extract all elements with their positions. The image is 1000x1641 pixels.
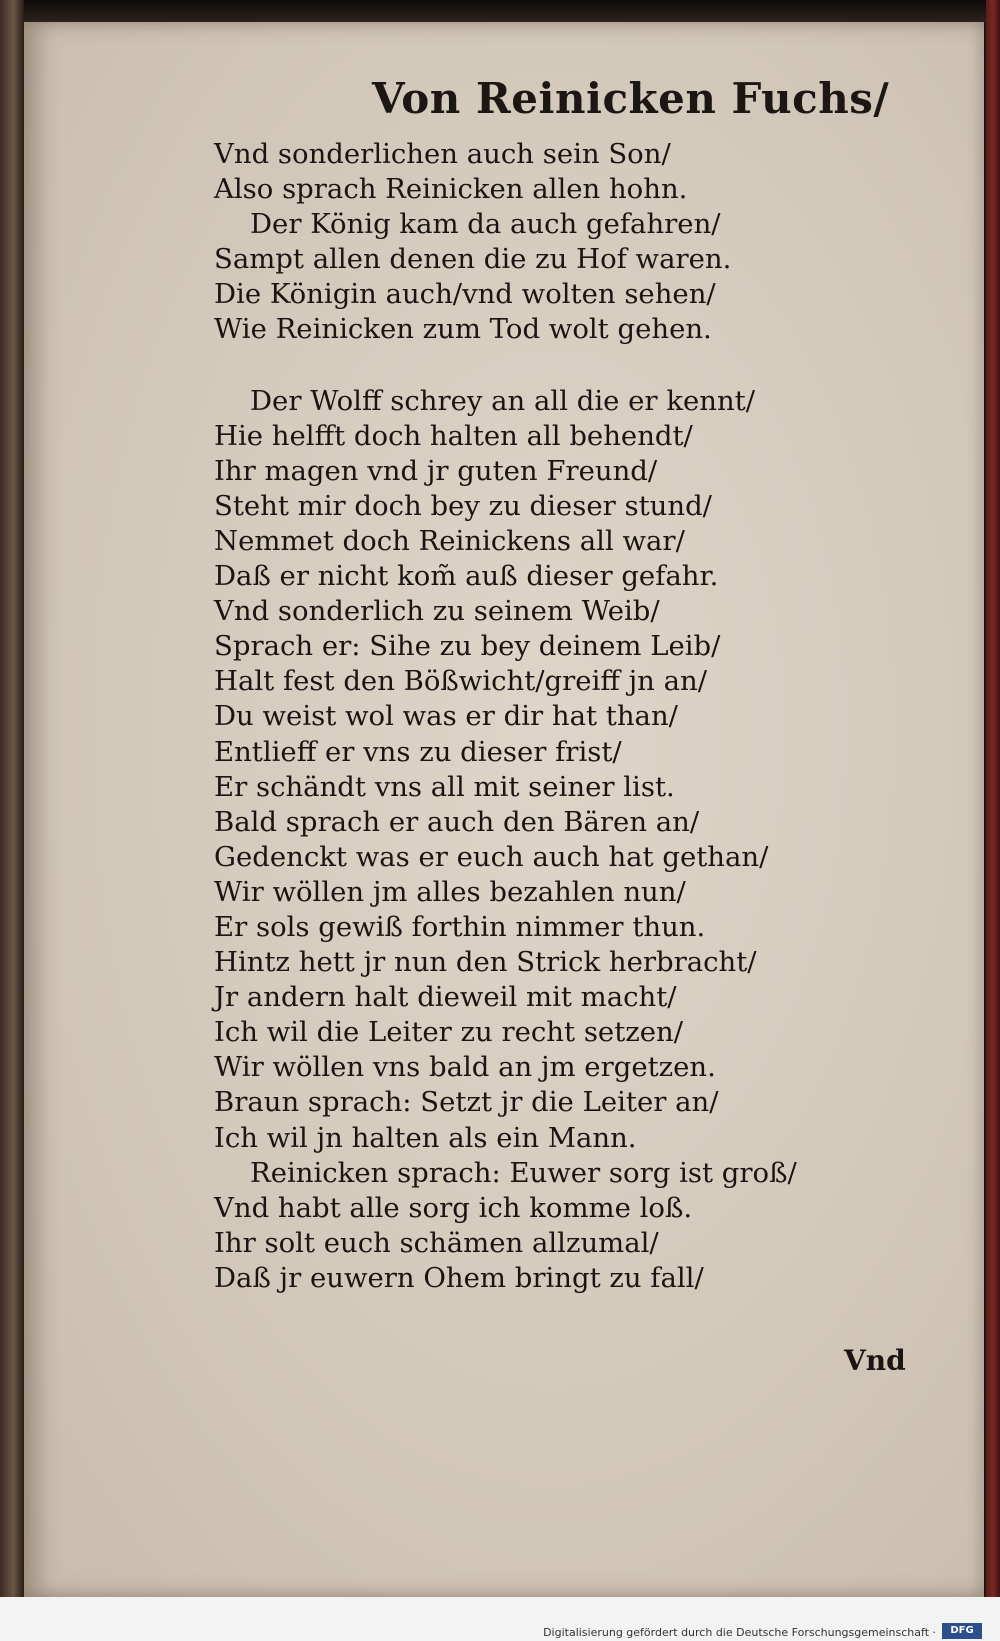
verse-line: Daß jr euwern Ohem bringt zu fall/: [214, 1261, 704, 1294]
verse-line: Hie helfft doch halten all behendt/: [214, 419, 693, 452]
verse-line: Also sprach Reinicken allen hohn.: [214, 173, 688, 206]
book-spine: [0, 0, 24, 1641]
book-top-edge: [0, 0, 1000, 22]
verse-text: [214, 137, 934, 1296]
verse-line: Vnd habt alle sorg ich komme loß.: [214, 1191, 693, 1224]
verse-line: Steht mir doch bey zu dieser stund/: [214, 489, 712, 522]
stanza-1: [214, 137, 934, 348]
verse-line: Vnd sonderlichen auch sein Son/: [214, 138, 671, 170]
dfg-logo-icon: DFG: [942, 1623, 982, 1639]
book-right-edge: [986, 0, 1000, 1641]
verse-line: Nemmet doch Reinickens all war/: [214, 524, 685, 557]
verse-line: Hintz hett jr nun den Strick herbracht/: [214, 946, 757, 979]
verse-line: Daß er nicht kom̃ auß dieser gefahr.: [214, 560, 719, 593]
verse-line: Er schändt vns all mit seiner list.: [214, 770, 675, 803]
verse-line: Jr andern halt dieweil mit macht/: [214, 981, 677, 1014]
verse-line: Ihr solt euch schämen allzumal/: [214, 1226, 659, 1259]
verse-line: Du weist wol was er dir hat than/: [214, 700, 678, 733]
verse-line: Der Wolff schrey an all die er kennt/: [250, 384, 755, 417]
funding-credit: Digitalisierung gefördert durch die Deutsche Forschungsgemeinschaft ·: [543, 1626, 936, 1639]
stanza-2: [214, 384, 934, 1296]
verse-line: Wie Reinicken zum Tod wolt gehen.: [214, 313, 712, 346]
verse-line: Wir wöllen jm alles bezahlen nun/: [214, 875, 686, 908]
book-page: [24, 22, 984, 1597]
verse-line: Gedenckt was er euch auch hat gethan/: [214, 840, 769, 873]
running-title: Von Reinicken Fuchs/: [372, 74, 890, 123]
verse-line: Die Königin auch/vnd wolten sehen/: [214, 278, 716, 311]
stanza-gap: [214, 348, 934, 384]
verse-line: Vnd sonderlich zu seinem Weib/: [214, 595, 660, 628]
verse-line: Er sols gewiß forthin nimmer thun.: [214, 910, 706, 943]
verse-line: Halt fest den Bößwicht/greiff jn an/: [214, 665, 707, 698]
catchword: Vnd: [844, 1344, 906, 1377]
verse-line: Ihr magen vnd jr guten Freund/: [214, 454, 658, 487]
verse-line: Der König kam da auch gefahren/: [250, 208, 721, 241]
verse-line: Braun sprach: Setzt jr die Leiter an/: [214, 1086, 719, 1119]
verse-line: Sampt allen denen die zu Hof waren.: [214, 243, 732, 276]
verse-line: Ich wil jn halten als ein Mann.: [214, 1121, 637, 1154]
verse-line: Bald sprach er auch den Bären an/: [214, 805, 700, 838]
verse-line: Entlieff er vns zu dieser frist/: [214, 735, 622, 768]
verse-line: Reinicken sprach: Euwer sorg ist groß/: [250, 1156, 797, 1189]
verse-line: Wir wöllen vns bald an jm ergetzen.: [214, 1051, 716, 1084]
verse-line: Sprach er: Sihe zu bey deinem Leib/: [214, 630, 721, 663]
verse-line: Ich wil die Leiter zu recht setzen/: [214, 1016, 683, 1049]
